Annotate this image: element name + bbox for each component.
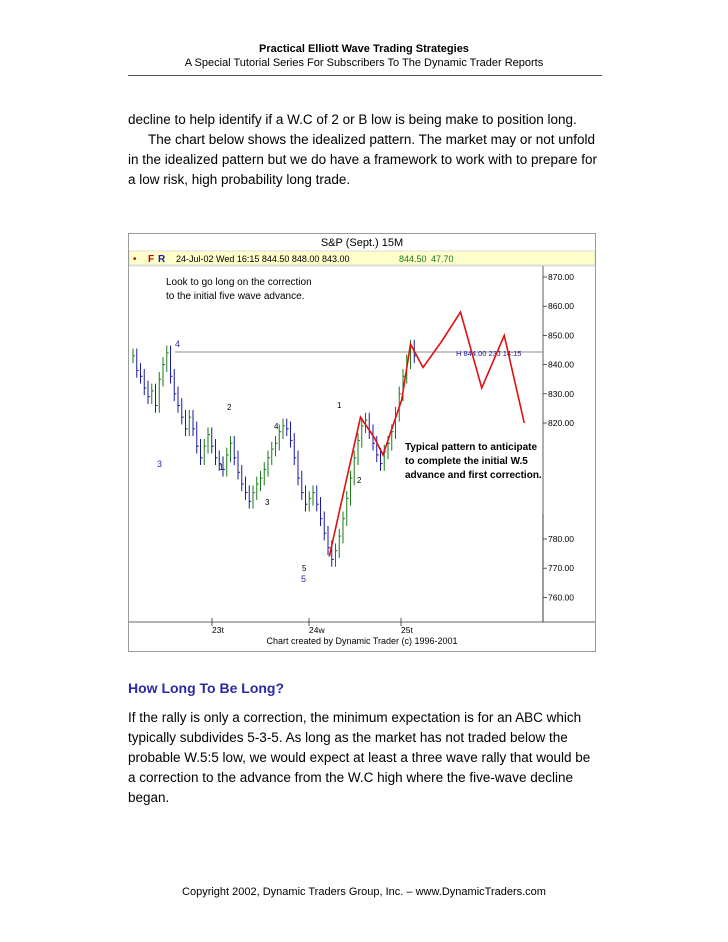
info-close: 844.50 bbox=[399, 254, 427, 264]
wave-label-blue-5: 5 bbox=[301, 574, 307, 584]
time-tick-label: 24w bbox=[309, 625, 325, 635]
paragraph-1: decline to help identify if a W.C of 2 or B low is being make to position long. bbox=[128, 112, 577, 127]
wave-label-2b: 2 bbox=[357, 476, 362, 485]
price-tick-label: 870.00 bbox=[548, 272, 574, 282]
section-heading: How Long To Be Long? bbox=[128, 680, 285, 696]
info-text: 24-Jul-02 Wed 16:15 844.50 848.00 843.00 bbox=[176, 254, 350, 264]
wave-label-4: 4 bbox=[274, 422, 279, 431]
price-tick-label: 820.00 bbox=[548, 418, 574, 428]
info-change: 47.70 bbox=[431, 254, 454, 264]
high-reference-label: H 844.00 23J 14:15 bbox=[456, 349, 522, 358]
annotation-right-line-2: to complete the initial W.5 bbox=[405, 456, 528, 467]
info-dot: • bbox=[133, 254, 137, 265]
annotation-right-line-3: advance and first correction. bbox=[405, 470, 542, 481]
annotation-top-line-2: to the initial five wave advance. bbox=[166, 291, 305, 302]
chart-svg bbox=[129, 234, 595, 651]
chart-figure bbox=[128, 233, 596, 652]
header-title: Practical Elliott Wave Trading Strategies bbox=[259, 43, 469, 55]
price-tick-label: 860.00 bbox=[548, 301, 574, 312]
price-bars bbox=[133, 340, 416, 567]
annotation-top-line-1: Look to go long on the correction bbox=[166, 277, 312, 288]
wave-label-1a: 1 bbox=[219, 463, 224, 472]
price-axis bbox=[543, 272, 574, 622]
wave-label-2a: 2 bbox=[227, 403, 232, 412]
info-r: R bbox=[158, 254, 166, 265]
paragraph-2: The chart below shows the idealized pattern. The market may or not unfold in the idealized pattern but we do have a framework to work with to prepare for a low risk, high probability long trade. bbox=[128, 132, 597, 187]
wave-label-5: 5 bbox=[302, 564, 307, 573]
wave-label-blue-3: 3 bbox=[157, 459, 163, 469]
time-tick-label: 23t bbox=[212, 625, 224, 635]
section-body bbox=[128, 708, 598, 808]
info-f: F bbox=[148, 254, 155, 265]
time-tick-label: 25t bbox=[401, 625, 413, 635]
price-tick-label: 780.00 bbox=[548, 534, 574, 544]
wave-label-3: 3 bbox=[265, 498, 270, 507]
intro-text bbox=[128, 110, 598, 190]
chart-title: S&P (Sept.) 15M bbox=[320, 237, 404, 249]
page-footer: Copyright 2002, Dynamic Traders Group, Inc. – www.DynamicTraders.com bbox=[182, 886, 546, 898]
price-tick-label: 830.00 bbox=[548, 388, 574, 399]
wave-label-blue-4: 4 bbox=[175, 339, 181, 349]
price-tick-label: 770.00 bbox=[548, 563, 574, 574]
price-tick-label: 850.00 bbox=[548, 330, 574, 341]
paragraph-3: If the rally is only a correction, the minimum expectation is for an ABC which typically subdivides 5-3-5. As long as the market has not traded below the probable W.5:5 low, we would expect at least a three wave rally that would be a correction to the advance from the W.C high where the five-wave decline began. bbox=[128, 710, 591, 805]
header-divider bbox=[128, 75, 602, 76]
time-axis bbox=[212, 618, 413, 635]
chart-credit: Chart created by Dynamic Trader (c) 1996-2001 bbox=[266, 636, 458, 646]
annotation-right-line-1: Typical pattern to anticipate bbox=[405, 442, 538, 453]
price-tick-label: 840.00 bbox=[548, 359, 574, 370]
price-tick-label: 760.00 bbox=[548, 592, 574, 603]
header-subtitle: A Special Tutorial Series For Subscribers To The Dynamic Trader Reports bbox=[184, 57, 544, 69]
wave-label-1b: 1 bbox=[337, 401, 342, 410]
